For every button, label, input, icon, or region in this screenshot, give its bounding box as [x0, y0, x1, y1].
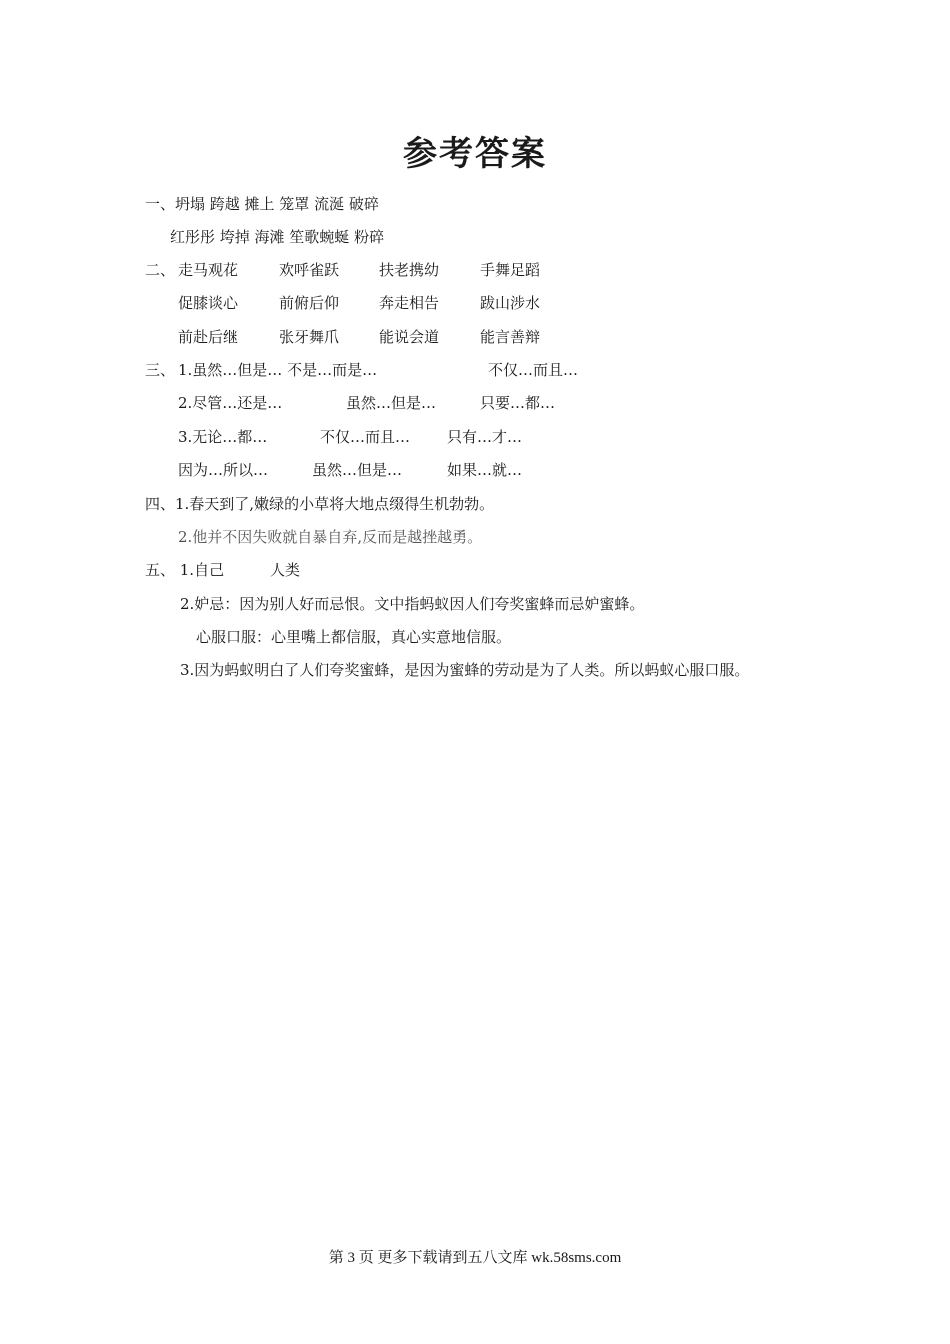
q2-r2-c1: 促膝谈心 — [178, 294, 239, 312]
q4-line-2: 2.他并不因失败就自暴自弃,反而是越挫越勇。 — [178, 528, 483, 546]
page-footer: 第 3 页 更多下载请到五八文库 wk.58sms.com — [328, 1250, 622, 1266]
q2-label: 二、 — [145, 261, 176, 279]
q3-r4-c3: 如果…就… — [447, 461, 523, 479]
q5-line-3: 心服口服：心里嘴上都信服，真心实意地信服。 — [196, 628, 512, 646]
q5-line-2: 2.妒忌：因为别人好而忌恨。文中指蚂蚁因人们夸奖蜜蜂而忌妒蜜蜂。 — [180, 595, 645, 613]
q2-r1-c1: 走马观花 — [178, 261, 239, 279]
q5-line-1b: 人类 — [270, 561, 301, 579]
q5-line-4: 3.因为蚂蚁明白了人们夸奖蜜蜂，是因为蜜蜂的劳动是为了人类。所以蚂蚁心服口服。 — [180, 661, 750, 679]
q2-r3-c2: 张牙舞爪 — [279, 328, 340, 346]
q3-r3-c1: 3.无论…都… — [178, 428, 268, 446]
q3-label: 三、 — [145, 361, 176, 379]
q3-r3-c3: 只有…才… — [447, 428, 523, 446]
q1-line-2: 红彤彤 垮掉 海滩 笙歌蜿蜒 粉碎 — [170, 228, 385, 246]
q2-r1-c2: 欢呼雀跃 — [279, 261, 340, 279]
q3-r4-c1: 因为…所以… — [178, 461, 269, 479]
q3-r1-c2: 不仅…而且… — [488, 361, 579, 379]
q2-r2-c2: 前俯后仰 — [279, 294, 340, 312]
q3-r4-c2: 虽然…但是… — [312, 461, 403, 479]
q3-r2-c1: 2.尽管…还是… — [178, 394, 283, 412]
q2-r3-c4: 能言善辩 — [480, 328, 541, 346]
q2-r3-c3: 能说会道 — [379, 328, 440, 346]
q4-line-1: 四、1.春天到了,嫩绿的小草将大地点缀得生机勃勃。 — [145, 495, 495, 513]
q2-r3-c1: 前赴后继 — [178, 328, 239, 346]
q3-r2-c2: 虽然…但是… — [346, 394, 437, 412]
q3-r2-c3: 只要…都… — [480, 394, 556, 412]
q1-line-1: 一、坍塌 跨越 摊上 笼罩 流涎 破碎 — [145, 195, 379, 213]
page-title: 参考答案 — [403, 134, 547, 174]
q2-r2-c4: 跋山涉水 — [480, 294, 541, 312]
q3-r3-c2: 不仅…而且… — [320, 428, 411, 446]
q5-line-1a: 五、 1.自己 — [145, 561, 225, 579]
q2-r2-c3: 奔走相告 — [379, 294, 440, 312]
q3-r1-c1: 1.虽然…但是… 不是…而是… — [178, 361, 378, 379]
q2-r1-c4: 手舞足蹈 — [480, 261, 541, 279]
q2-r1-c3: 扶老携幼 — [379, 261, 440, 279]
